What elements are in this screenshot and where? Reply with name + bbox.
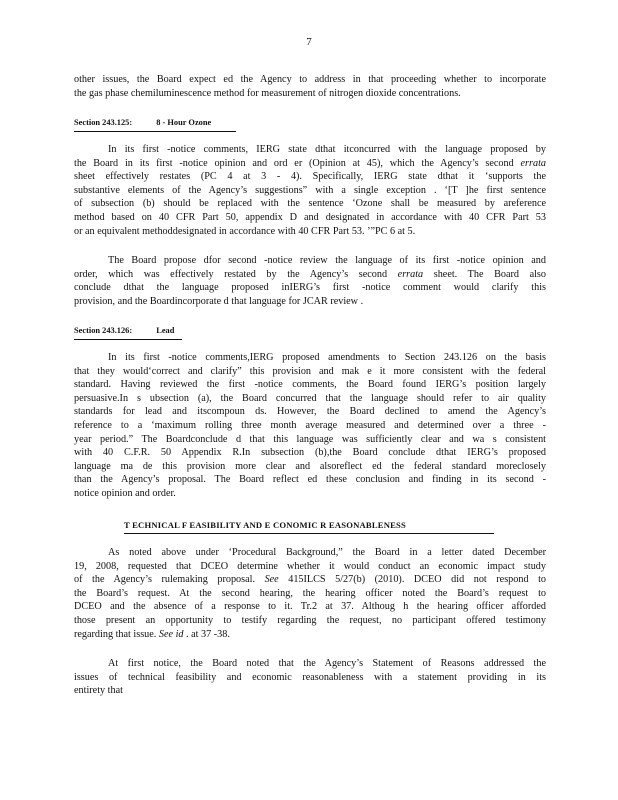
text-line: of the Agency’s rulemaking proposal. See 415ILCS 5/27(b) (2010). DCEO did not respond to: [74, 574, 546, 586]
paragraph-lead: [74, 351, 546, 501]
text-line: the gas phase chemiluminescence method for measurement of nitrogen dioxide concentrations.: [74, 87, 461, 99]
text-line: or an equivalent methoddesignated in accordance with 40 CFR Part 53. ’”PC 6 at 5.: [74, 225, 416, 237]
text-line: standard. Having reviewed the first -notice comments, the Board found IERG’s position largely: [74, 379, 546, 391]
paragraph-board-ozone: [74, 254, 546, 308]
text-line: In its first -notice comments, IERG state dthat itconcurred with the language proposed by: [108, 144, 546, 155]
text-line: sheet effectively restates (PC 4 at 3 - 4). Specifically, IERG state dthat it ‘supports the: [74, 171, 546, 183]
section-title: 8 - Hour Ozone: [156, 118, 212, 127]
text-line: issues of technical feasibility and economic reasonableness with a statement providing in its: [74, 671, 546, 683]
page-number: 7: [306, 36, 312, 48]
text-line: than the Agency’s proposal. The Board reflect ed these conclusion and finding in its second -: [74, 474, 546, 486]
text-line: standards for lead and itscompoun ds. However, the Board declined to amend the Agency’s: [74, 406, 546, 418]
heading-technical-feasibility: T ECHNICAL F EASIBILITY AND E CONOMIC R EASONABLENESS: [124, 519, 494, 534]
text-line: the Board’s request. At the second hearing, the hearing officer noted the Board’s request to: [74, 587, 546, 599]
section-number: Section 243.125:: [74, 118, 133, 127]
section-number: Section 243.126:: [74, 326, 133, 335]
text-line: those present an opportunity to testify regarding the request, no participant offered testimony: [74, 614, 546, 626]
text-line: method based on 40 CFR Part 50, appendix D and designated in accordance with 40 CFR Part 53: [74, 211, 546, 223]
text-line: persuasive.In s ubsection (a), the Board concurred that the language should refer to air quality: [74, 392, 546, 404]
text-line: other issues, the Board expect ed the Agency to address in that proceeding whether to incorporate: [74, 74, 546, 85]
text-line: language ma de this provision more clear and alsoreflect ed the federal standard moreclosely: [74, 460, 546, 472]
text-line: substantive elements of the Agency’s suggestions” with a single exception . ‘[T ]he first sentence: [74, 184, 546, 196]
text-line: the Board in its first -notice opinion and ord er (Opinion at 45), which the Agency’s second errata: [74, 157, 546, 169]
text-line: regarding that issue. See id . at 37 -38.: [74, 628, 230, 640]
text-line: that they would‘correct and clarify” this provision and mak e it more consistent with the federal: [74, 365, 546, 377]
section-title: Lead: [156, 326, 175, 335]
text-line: conclude dthat the language proposed inIERG’s first -notice comment would clarify this: [74, 282, 546, 294]
text-line: In its first -notice comments,IERG proposed amendments to Section 243.126 on the basis: [108, 352, 546, 363]
text-line: year period.” The Boardconclude d that this language was sufficiently clear and wa s consistent: [74, 433, 546, 445]
paragraph-ierg-ozone: [74, 143, 546, 238]
text-line: DCEO and the absence of a response to it. Tr.2 at 37. Althoug h the hearing officer afforded: [74, 601, 546, 613]
text-line: notice opinion and order.: [74, 487, 176, 499]
section-heading-243-126: [74, 324, 182, 340]
paragraph-procedural-background: [74, 546, 546, 641]
paragraph-first-notice: [74, 657, 546, 698]
text-line: order, which was effectively restated by the Agency’s second errata sheet. The Board also: [74, 268, 546, 280]
text-line: entirety that: [74, 685, 123, 697]
text-line: As noted above under ‘Procedural Background,” the Board in a letter dated December: [108, 547, 546, 558]
text-line: reference to a ‘maximum rolling three month average measured and determined over a three -: [74, 419, 546, 431]
text-line: provision, and the Boardincorporate d that language for JCAR review .: [74, 295, 364, 307]
section-heading-243-125: [74, 116, 236, 132]
paragraph-continued: [74, 73, 546, 100]
text-line: of subsection (b) should be replaced with the sentence ‘Ozone shall be measured by areference: [74, 198, 546, 210]
text-line: At first notice, the Board noted that the Agency’s Statement of Reasons addressed the: [108, 658, 546, 669]
text-line: with 40 C.F.R. 50 Appendix R.In subsection (b),the Board conclude dthat IERG’s proposed: [74, 447, 546, 459]
text-line: The Board propose dfor second -notice review the language of its first -notice opinion and: [108, 255, 546, 266]
text-line: 19, 2008, requested that DCEO determine whether it would conduct an economic impact study: [74, 560, 546, 572]
